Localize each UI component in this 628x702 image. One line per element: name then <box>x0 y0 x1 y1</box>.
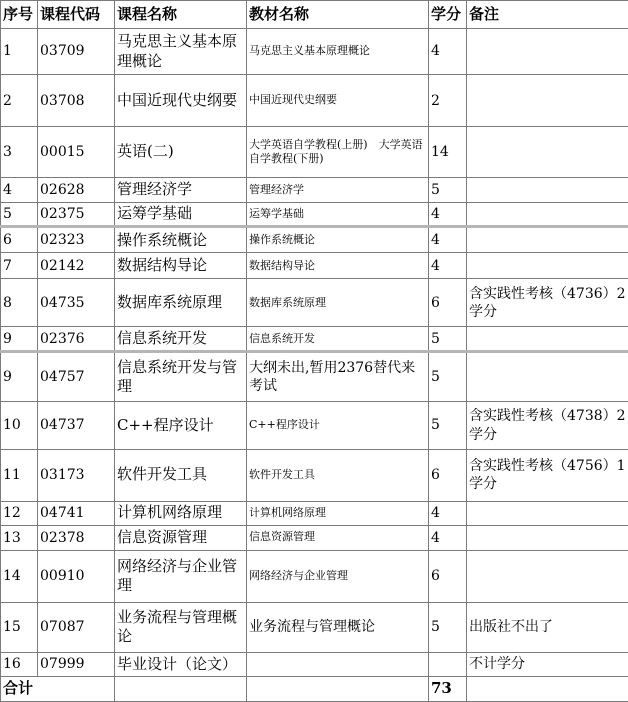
row-textbook: 业务流程与管理概论 <box>247 602 429 652</box>
total-empty-textbook <box>247 676 429 701</box>
row-credits: 6 <box>429 279 467 327</box>
row-name: 信息系统开发与管理 <box>115 352 247 402</box>
row-code: 04757 <box>38 352 115 402</box>
row-credits: 6 <box>429 550 467 602</box>
row-no: 8 <box>1 279 38 327</box>
header-code: 课程代码 <box>38 1 115 29</box>
row-credits: 4 <box>429 203 467 227</box>
table-row <box>1 29 628 75</box>
row-credits: 4 <box>429 525 467 550</box>
row-credits <box>429 652 467 676</box>
row-note: 含实践性考核（4756）1学分 <box>467 449 628 501</box>
row-note: 不计学分 <box>467 652 628 676</box>
row-textbook: 大纲未出,暂用2376替代来考试 <box>247 352 429 402</box>
row-code: 00910 <box>38 550 115 602</box>
row-note <box>467 75 628 127</box>
row-name: 信息资源管理 <box>115 525 247 550</box>
table-row <box>1 227 628 253</box>
total-row <box>1 676 628 701</box>
row-code: 04737 <box>38 402 115 449</box>
row-code: 07999 <box>38 652 115 676</box>
row-note <box>467 178 628 203</box>
row-textbook: C++程序设计 <box>247 402 429 449</box>
table-row <box>1 550 628 602</box>
row-code: 03709 <box>38 29 115 75</box>
row-code: 00015 <box>38 127 115 178</box>
table-row <box>1 652 628 676</box>
row-textbook: 运筹学基础 <box>247 203 429 227</box>
row-no: 9 <box>1 352 38 402</box>
row-textbook: 计算机网络原理 <box>247 501 429 525</box>
table-row <box>1 501 628 525</box>
row-textbook: 信息资源管理 <box>247 525 429 550</box>
row-no: 13 <box>1 525 38 550</box>
row-no: 1 <box>1 29 38 75</box>
row-textbook: 信息系统开发 <box>247 327 429 352</box>
row-note <box>467 525 628 550</box>
table-row <box>1 402 628 449</box>
row-textbook: 网络经济与企业管理 <box>247 550 429 602</box>
table-row <box>1 127 628 178</box>
row-textbook: 数据库系统原理 <box>247 279 429 327</box>
row-no: 2 <box>1 75 38 127</box>
row-name: 马克思主义基本原理概论 <box>115 29 247 75</box>
header-row <box>1 1 628 29</box>
row-name: 毕业设计（论文） <box>115 652 247 676</box>
row-code: 03173 <box>38 449 115 501</box>
row-code: 04741 <box>38 501 115 525</box>
row-no: 4 <box>1 178 38 203</box>
row-no: 6 <box>1 227 38 253</box>
table-row <box>1 178 628 203</box>
table-row <box>1 279 628 327</box>
row-no: 11 <box>1 449 38 501</box>
row-credits: 4 <box>429 501 467 525</box>
row-credits: 6 <box>429 449 467 501</box>
row-note: 出版社不出了 <box>467 602 628 652</box>
row-note <box>467 29 628 75</box>
row-note <box>467 501 628 525</box>
row-name: 英语(二) <box>115 127 247 178</box>
row-note <box>467 253 628 279</box>
header-name: 课程名称 <box>115 1 247 29</box>
row-credits: 4 <box>429 253 467 279</box>
row-note <box>467 203 628 227</box>
row-name: 管理经济学 <box>115 178 247 203</box>
row-name: 信息系统开发 <box>115 327 247 352</box>
row-no: 5 <box>1 203 38 227</box>
row-name: 中国近现代史纲要 <box>115 75 247 127</box>
row-name: C++程序设计 <box>115 402 247 449</box>
row-credits: 4 <box>429 29 467 75</box>
row-name: 计算机网络原理 <box>115 501 247 525</box>
row-textbook: 大学英语自学教程(上册) 大学英语自学教程(下册) <box>247 127 429 178</box>
row-note <box>467 352 628 402</box>
row-note <box>467 227 628 253</box>
row-textbook <box>247 652 429 676</box>
total-empty-note <box>467 676 628 701</box>
row-no: 7 <box>1 253 38 279</box>
row-note <box>467 327 628 352</box>
row-name: 业务流程与管理概论 <box>115 602 247 652</box>
row-no: 14 <box>1 550 38 602</box>
row-textbook: 中国近现代史纲要 <box>247 75 429 127</box>
table-row <box>1 352 628 402</box>
row-credits: 2 <box>429 75 467 127</box>
table-row <box>1 602 628 652</box>
row-name: 操作系统概论 <box>115 227 247 253</box>
row-code: 02628 <box>38 178 115 203</box>
row-code: 02375 <box>38 203 115 227</box>
row-credits: 5 <box>429 327 467 352</box>
row-no: 3 <box>1 127 38 178</box>
total-label: 合计 <box>1 676 115 701</box>
row-textbook: 马克思主义基本原理概论 <box>247 29 429 75</box>
row-textbook: 管理经济学 <box>247 178 429 203</box>
header-textbook: 教材名称 <box>247 1 429 29</box>
row-code: 02378 <box>38 525 115 550</box>
row-credits: 5 <box>429 602 467 652</box>
row-code: 04735 <box>38 279 115 327</box>
row-no: 9 <box>1 327 38 352</box>
row-code: 03708 <box>38 75 115 127</box>
row-textbook: 操作系统概论 <box>247 227 429 253</box>
table-row <box>1 327 628 352</box>
row-textbook: 软件开发工具 <box>247 449 429 501</box>
row-no: 16 <box>1 652 38 676</box>
row-no: 12 <box>1 501 38 525</box>
row-name: 网络经济与企业管理 <box>115 550 247 602</box>
table-row <box>1 253 628 279</box>
row-name: 数据库系统原理 <box>115 279 247 327</box>
row-note <box>467 127 628 178</box>
row-credits: 5 <box>429 402 467 449</box>
header-no: 序号 <box>1 1 38 29</box>
row-textbook: 数据结构导论 <box>247 253 429 279</box>
total-credits: 73 <box>429 676 467 701</box>
row-name: 软件开发工具 <box>115 449 247 501</box>
row-name: 运筹学基础 <box>115 203 247 227</box>
row-code: 02142 <box>38 253 115 279</box>
table-row <box>1 525 628 550</box>
header-note: 备注 <box>467 1 628 29</box>
row-code: 02376 <box>38 327 115 352</box>
row-credits: 14 <box>429 127 467 178</box>
row-note: 含实践性考核（4738）2学分 <box>467 402 628 449</box>
total-empty-name <box>115 676 247 701</box>
row-no: 10 <box>1 402 38 449</box>
table-row <box>1 75 628 127</box>
row-name: 数据结构导论 <box>115 253 247 279</box>
row-note: 含实践性考核（4736）2学分 <box>467 279 628 327</box>
row-code: 02323 <box>38 227 115 253</box>
header-credits: 学分 <box>429 1 467 29</box>
table-row <box>1 449 628 501</box>
row-note <box>467 550 628 602</box>
row-no: 15 <box>1 602 38 652</box>
row-credits: 4 <box>429 227 467 253</box>
table-row <box>1 203 628 227</box>
row-credits: 5 <box>429 352 467 402</box>
row-credits: 5 <box>429 178 467 203</box>
row-code: 07087 <box>38 602 115 652</box>
